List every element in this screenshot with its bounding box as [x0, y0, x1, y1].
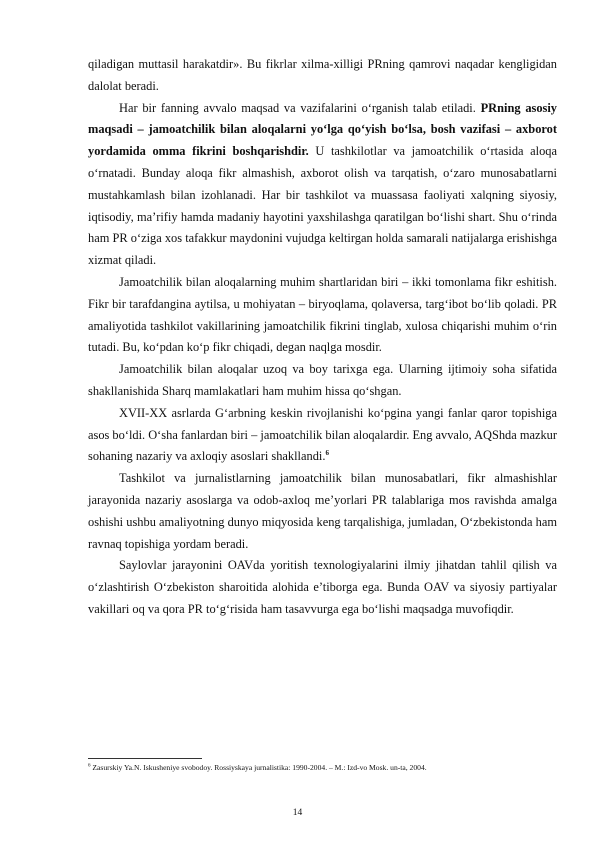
- paragraph-3: [88, 272, 557, 359]
- footnote-divider: [88, 758, 202, 759]
- paragraph-text: Jamoatchilik bilan aloqalar uzoq va boy tarixga ega. Ularning ijtimoiy soha sifatida shakllanishida Sharq mamlakatlari ham muhim hissa qo‘shgan.: [88, 362, 557, 398]
- paragraph-6: [88, 468, 557, 555]
- footnote: [88, 763, 568, 773]
- paragraph-7: [88, 555, 557, 620]
- footnote-marker: 6: [88, 763, 91, 769]
- page-body: [88, 54, 557, 621]
- paragraph-text: XVII-XX asrlarda G‘arbning keskin rivojlanishi ko‘pgina yangi fanlar qaror topishiga asos bo‘ldi. O‘sha fanlardan biri – jamoatchilik bilan aloqalardir. Eng avvalo, AQShda mazkur sohaning nazariy va axloqiy asoslari shakllandi.: [88, 405, 557, 464]
- paragraph-text: Jamoatchilik bilan aloqalarning muhim shartlaridan biri – ikki tomonlama fikr eshitish. Fikr bir tarafdangina aytilsa, u mohiyatan – biryoqlama, qolaversa, targ‘ibot bo‘lib qoladi. PR amaliyotida tashkilot vakillarining jamoatchilik fikrini tinglab, xulosa chiqarishi muhim o‘rin tutadi. Bu, ko‘pdan ko‘p fikr chiqadi, degan naqlga mosdir.: [88, 274, 557, 355]
- paragraph-text: Tashkilot va jurnalistlarning jamoatchilik bilan munosabatlari, fikr almashishlar jarayonida nazariy asoslarga va odob-axloq me’yorlari PR talablariga mos ravishda amalga oshishi ushbu amaliyotning dunyo miqyosida keng tarqalishiga, jumladan, O‘zbekistonda ham ravnaq topishiga yordam beradi.: [88, 471, 557, 551]
- paragraph-1: [88, 54, 557, 98]
- paragraph-bold-statement: PRning asosiy maqsadi – jamoatchilik bilan aloqalarni yo‘lga qo‘yish bo‘lsa, bosh vazifasi – axborot yordamida omma fikrini boshqarishdir.: [88, 100, 557, 159]
- paragraph-lead: Har bir fanning avvalo maqsad va vazifalarini o‘rganish talab etiladi.: [119, 100, 481, 115]
- paragraph-text: qiladigan muttasil harakatdir». Bu fikrlar xilma-xilligi PRning qamrovi naqadar kengligidan dalolat beradi.: [88, 57, 557, 93]
- footnote-text: Zasurskiy Ya.N. Iskusheniye svobodoy. Rossiyskaya jurnalistika: 1990-2004. – M.: Izd-vo Mosk. un-ta, 2004.: [90, 763, 427, 772]
- paragraph-4: [88, 359, 557, 403]
- paragraph-2: [88, 98, 557, 272]
- paragraph-5: [88, 403, 557, 468]
- paragraph-text: Saylovlar jarayonini OAVda yoritish texnologiyalarini ilmiy jihatdan tahlil qilish va o‘zlashtirish O‘zbekiston sharoitida alohida e’tiborga ega. Bunda OAV va siyosiy partiyalar vakillari oq va qora PR to‘g‘risida ham tasavvurga ega bo‘lishi maqsadga muvofiqdir.: [88, 558, 557, 616]
- page-number: 14: [292, 808, 303, 818]
- footnote-reference[interactable]: 6: [325, 449, 329, 458]
- paragraph-tail: U tashkilotlar va jamoatchilik o‘rtasida aloqa o‘rnatadi. Bunday aloqa fikr almashish, axborot olish va tarqatish, o‘zaro munosabatlarni mustahkamlash bilan izohlanadi. Har bir tashkilot va muassasa faoliyati xalqning siyosiy, iqtisodiy, ma’rifiy hamda madaniy hayotini yaxshilashga qaratilgan bo‘lishi shart. Shu o‘rinda ham PR o‘ziga xos tafakkur maydonini vujudga keltirgan holda samarali natijalarga erishishga xizmat qiladi.: [88, 144, 557, 268]
